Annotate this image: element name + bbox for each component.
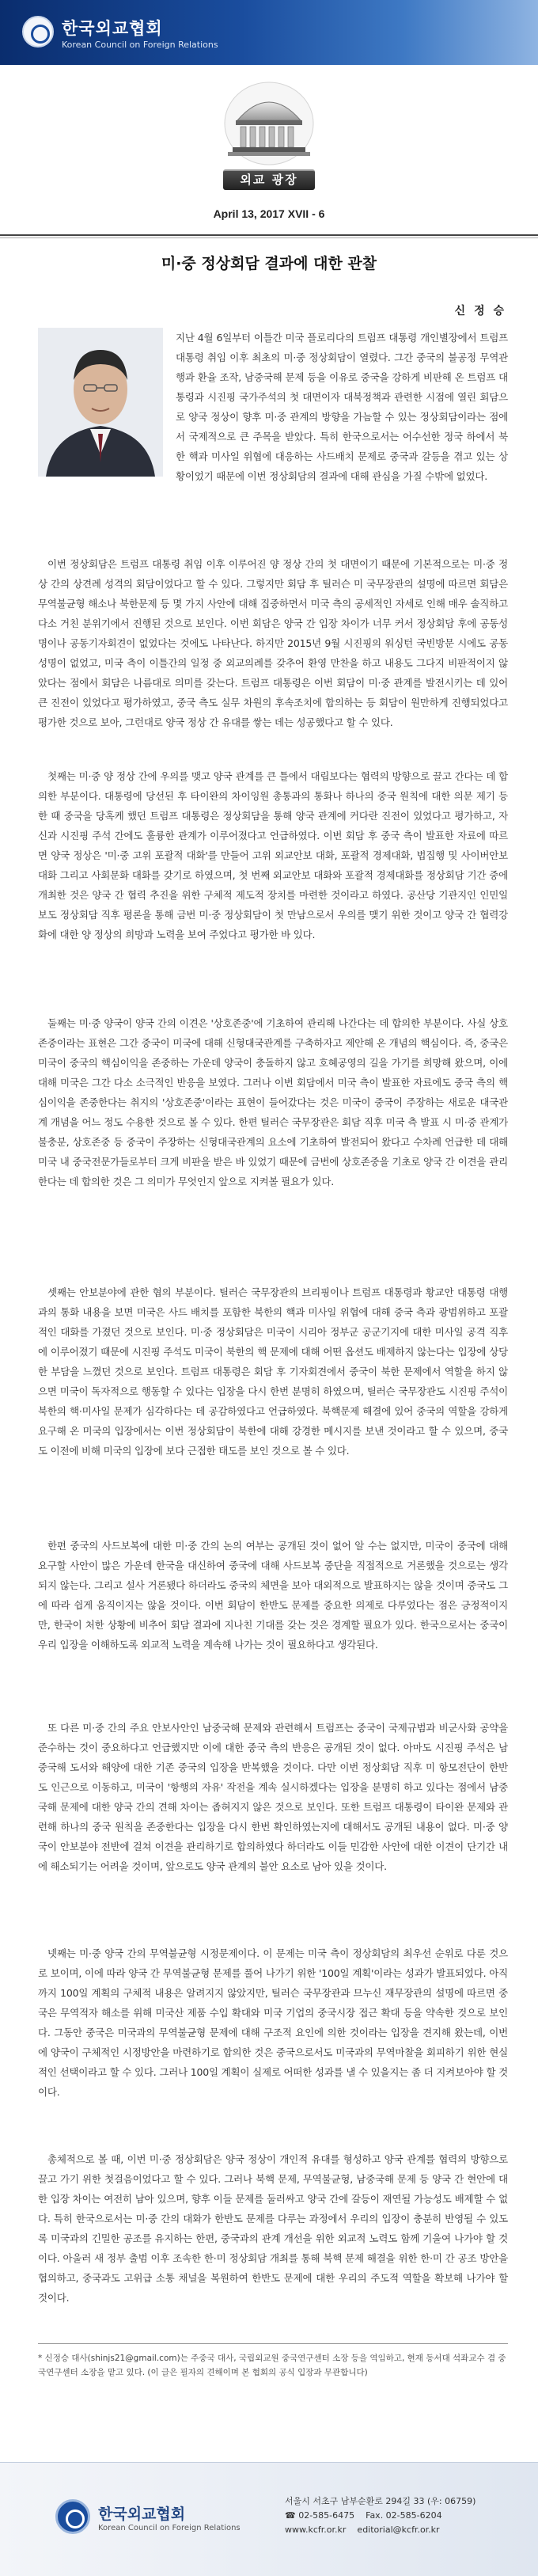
- org-name-en: Korean Council on Foreign Relations: [62, 40, 218, 50]
- article-paragraph: 셋째는 안보분야에 관한 협의 부분이다. 틸러슨 국무장관의 브리핑이나 트럼프 대통령과 황교안 대통령 대행과의 통화 내용을 보면 미국은 사드 배치를 포함한 북한의 핵과 미사일 위협에 대해 중국 측과 광범위하고 포괄적인 대화를 가졌던 것으로 보인다. 미·중 정상회담은 미국이 시리아 정부군 공군기지에 대한 미사일 공격 직후에 이루어졌기 때문에 시진핑 주석도 미국이 북한의 핵 문제에 대해 어떤 옵션도 배제하지 않는다는 입장에 상당한 부담을 느꼈던 것으로 보인다. 트럼프 대통령은 회담 후 기자회견에서 중국이 북한 문제에서 역할을 하지 않으면 미국이 독자적으로 행동할 수 있다는 입장을 다시 한번 분명히 하였으며, 틸러슨 국무장관도 시진핑 주석이 북한의 핵·미사일 문제가 심각하다는 데 공감하였다고 언급하였다. 북핵문제 해결에 있어 중국의 역할을 강하게 요구해 온 미국의 입장에서는 이번 정상회담이 북한에 대해 강경한 메시지를 보낸 것이라고 할 수 있으며, 중국도 이전에 비해 미국의 입장에 보다 근접한 태도를 보인 것으로 볼 수 있다.: [38, 1286, 508, 1457]
- page-header: [0, 0, 538, 65]
- article-paragraph: 첫째는 미·중 양 정상 간에 우의를 맺고 양국 관계를 큰 틀에서 대립보다는 협력의 방향으로 끌고 간다는 데 합의한 부분이다. 대통령에 당선된 후 타이완의 차이잉원 총통과의 통화나 하나의 중국 원칙에 대한 의문 제기 등 한 때 중국을 당혹케 했던 트럼프 대통령은 정상회담을 통해 양국 관계에 커다란 진전이 있었다고 평가하고, 자신과 시진핑 주석 간에도 훌륭한 관계가 이루어졌다고 언급하였다. 이번 회담 후 중국 측이 발표한 자료에 따르면 양국 정상은 '미·중 고위 포괄적 대화'를 만들어 고위 외교안보 대화, 포괄적 경제대화, 법집행 및 사이버안보 대화 그리고 사회문화 대화를 갖기로 하였으며, 첫 번째 외교안보 대화와 포괄적 경제대화를 정상회담 기간 중에 개최한 것은 양국 간 협력 추진을 위한 구체적 제도적 장치를 마련한 것이라고 하였다. 공산당 기관지인 인민일보도 정상회담 직후 평론을 통해 금번 미·중 정상회담이 첫 만남으로서 우의를 맺기 위한 것이고 양국 간 협력강화에 대한 양 정상의 희망과 노력을 보여 주었다고 평가한 바 있다.: [38, 770, 508, 940]
- footer-tel: ☎ 02-585-6475: [285, 2510, 355, 2521]
- org-name: 한국외교협회: [62, 19, 163, 38]
- issue-date: April 13, 2017 XVII - 6: [213, 207, 325, 220]
- footer-fax: Fax. 02-585-6204: [366, 2510, 442, 2521]
- article-paragraph: 이번 정상회담은 트럼프 대통령 취임 이후 이루어진 양 정상 간의 첫 대면이기 때문에 기본적으로는 미·중 정상 간의 상견례 성격의 회담이었다고 할 수 있다. 그렇지만 회담 후 틸러슨 미 국무장관의 설명에 따르면 회담은 무역불균형 해소나 북한문제 등 몇 가지 사안에 대해 집중하면서 미국 측의 공세적인 자세로 인해 매우 솔직하고 다소 거친 분위기에서 진행된 것으로 보인다. 이번 회담은 양국 간 입장 차이가 너무 커서 정상회담 후에 공동성명이나 공동기자회견이 없었다는 것에도 나타난다. 하지만 2015년 9월 시진핑의 워싱턴 국빈방문 시에도 공동성명이 없었고, 미국 측이 이틀간의 일정 중 외교의례를 갖추어 환영 만찬을 하고 내용도 그다지 비판적이지 않았다는 점에서 회담은 나름대로 의미를 갖는다. 트럼프 대통령은 이번 회담이 미·중 관계를 발전시키는 데 있어 큰 진전이 있었다고 평가하였고, 중국 측도 실무 차원의 후속조치에 합의하는 등 회담이 원만하게 진행되었다고 평가한 것으로 보아, 그런대로 양국 정상 간 유대를 쌓는 데는 성공했다고 할 수 있다.: [38, 558, 508, 728]
- kcfr-footer-logo-icon: [55, 2499, 90, 2534]
- title-divider-thin: [0, 237, 538, 238]
- author-photo: [38, 328, 163, 477]
- footer-org-name: 한국외교협회: [98, 2506, 186, 2523]
- article-paragraph: 총체적으로 볼 때, 이번 미·중 정상회담은 양국 정상이 개인적 유대를 형성하고 양국 관계를 협력의 방향으로 끌고 가기 위한 첫걸음이었다고 할 수 있다. 그러나 북핵 문제, 무역불균형, 남중국해 문제 등 양국 간 현안에 대한 입장 차이는 여전히 남아 있으며, 향후 이들 문제를 둘러싸고 양국 간에 갈등이 재연될 가능성도 배제할 수 없다. 특히 한국으로서는 미·중 간의 대화가 한반도 문제를 다루는 과정에서 우리의 입장이 충분히 반영될 수 있도록 미국과의 긴밀한 공조를 유지하는 한편, 중국과의 관계 개선을 위한 외교적 노력도 함께 기울여 나가야 할 것이다. 아울러 새 정부 출범 이후 조속한 한·미 정상회담 개최를 통해 북핵 문제 해결을 위한 한·미 간 공조 방안을 협의하고, 중국과도 고위급 소통 채널을 복원하여 한반도 문제에 대한 우리의 주도적 역할을 확보해 나가야 할 것이다.: [38, 2153, 508, 2304]
- series-title: 외교 광장: [240, 173, 298, 187]
- footer-website-link[interactable]: www.kcfr.or.kr: [285, 2525, 347, 2535]
- article-paragraph: 둘째는 미·중 양국이 양국 간의 이견은 '상호존중'에 기초하여 관리해 나간다는 데 합의한 부분이다. 사실 상호존중이라는 표현은 그간 중국이 미국에 대해 신형대국관계를 구축하자고 제안해 온 개념의 핵심이다. 즉, 중국은 미국이 중국의 핵심이익을 존중하는 가운데 양국이 충돌하지 않고 호혜공영의 길을 가기를 희망해 왔으며, 이에 대해 미국은 그간 다소 소극적인 반응을 보였다. 그러나 이번 회담에서 미국 측이 발표한 자료에도 중국 측의 핵심이익을 존중한다는 취지의 '상호존중'이라는 표현이 들어갔다는 것은 미국이 중국이 주장하는 새로운 대국관계 개념을 어느 정도 수용한 것으로 볼 수 있다. 한편 틸러슨 국무장관은 회담 직후 미국 측 발표 시 미·중 관계가 불충분, 상호존중 등 중국이 주장하는 신형대국관계의 요소에 기초하여 발전되어 왔다고 수차례 언급한 데 대해 미국 내 중국전문가들로부터 크게 비판을 받은 바 있었기 때문에 금번에 상호존중을 기초로 양국 간 이견을 관리한다는 데 합의한 것은 그 의미가 무엇인지 앞으로 지켜볼 필요가 있다.: [38, 1017, 508, 1187]
- author-footnote: * 신정승 대사(shinjs21@gmail.com)는 주중국 대사, 국립외교원 중국연구센터 소장 등을 역임하고, 현재 동서대 석좌교수 겸 중국연구센터 소장을 맡고 있다. (이 글은 필자의 견해이며 본 협회의 공식 입장과 무관합니다): [38, 2354, 506, 2377]
- footer-email-link[interactable]: editorial@kcfr.or.kr: [357, 2525, 440, 2535]
- footnote-divider: [38, 2343, 508, 2344]
- page-footer: [0, 2462, 538, 2576]
- footer-org-name-en: Korean Council on Foreign Relations: [98, 2524, 241, 2532]
- kcfr-logo-icon: [22, 16, 54, 47]
- article-paragraph: 지난 4월 6일부터 이틀간 미국 플로리다의 트럼프 대통령 개인별장에서 트럼프 대통령 취임 이후 최초의 미·중 정상회담이 열렸다. 그간 중국의 불공정 무역관행과 환율 조작, 남중국해 문제 등을 이유로 중국을 강하게 비판해 온 트럼프 대통령과 시진핑 국가주석의 첫 대면이자 대북정책과 관련한 시점에 열린 회담으로 양국 정상이 향후 미·중 관계의 방향을 가늠할 수 있는 정상회담이라는 점에서 국제적으로 큰 주목을 받았다. 특히 한국으로서는 어수선한 정국 하에서 북한 핵과 미사일 위협에 대응하는 사드배치 문제로 중국과 갈등을 겪고 있는 상황이었기 때문에 이번 정상회담의 결과에 대해 관심을 가질 수밖에 없었다.: [176, 332, 508, 482]
- article-paragraph: 또 다른 미·중 간의 주요 안보사안인 남중국해 문제와 관련해서 트럼프는 중국이 국제규범과 비군사화 공약을 준수하는 것이 중요하다고 언급했지만 이에 대한 중국 측의 반응은 공개된 것이 없다. 아마도 시진핑 주석은 남중국해 도서와 해양에 대한 기존 중국의 입장을 반복했을 것이다. 다만 이번 정상회담 직후 미 항모전단이 한반도 인근으로 이동하고, 미국이 '항행의 자유' 작전을 계속 실시하겠다는 입장을 분명히 하고 있다는 점에서 남중국해 문제에 대한 양국 간의 견해 차이는 좁혀지지 않은 것으로 보인다. 또한 트럼프 대통령이 타이완 문제와 관련해 하나의 중국 원칙을 존중한다는 입장을 다시 한번 확인하였는지에 대해서도 공개된 내용이 없다. 미·중 양국이 안보분야 전반에 걸쳐 이견을 관리하기로 합의하였다 하더라도 이들 민감한 사안에 대한 이견이 단기간 내에 해소되기는 어려울 것이며, 앞으로도 양국 관계의 불안 요소로 남아 있을 것이다.: [38, 1722, 508, 1872]
- article-paragraph: 한편 중국의 사드보복에 대한 미·중 간의 논의 여부는 공개된 것이 없어 알 수는 없지만, 미국이 중국에 대해 요구할 사안이 많은 가운데 한국을 대신하여 중국에 대해 사드보복 중단을 직접적으로 거론했을 것으로는 생각되지 않는다. 그리고 설사 거론됐다 하더라도 중국의 체면을 보아 대외적으로 발표하지는 않을 것이며 중국도 그에 따라 쉽게 움직이지는 않을 것이다. 이번 회담이 한반도 문제를 중요한 의제로 다루었다는 점은 긍정적이지만, 한국이 처한 상황에 비추어 회담 결과에 지나친 기대를 갖는 것은 경계할 필요가 있다. 한국으로서는 중국이 우리 입장을 이해하도록 외교적 노력을 계속해 나가는 것이 필요하다고 생각된다.: [38, 1540, 508, 1651]
- article-title: 미·중 정상회담 결과에 대한 관찰: [161, 255, 377, 272]
- article-author: 신 정 승: [454, 305, 506, 317]
- article-paragraph: 넷째는 미·중 양국 간의 무역불균형 시정문제이다. 이 문제는 미국 측이 정상회담의 최우선 순위로 다룬 것으로 보이며, 이에 따라 양국 간 무역불균형 문제를 풀어 나가기 위한 '100일 계획'이라는 성과가 발표되었다. 아직까지 100일 계획의 구체적 내용은 알려지지 않았지만, 틸러슨 국무장관과 므누신 재무장관의 설명에 따르면 중국은 무역적자 해소를 위해 미국산 제품 수입 확대와 미국 기업의 중국시장 접근 확대 등을 약속한 것으로 보인다. 그동안 중국은 미국과의 무역불균형 문제에 대해 구조적 요인에 의한 것이라는 입장을 견지해 왔는데, 이번에 양국이 구체적인 시정방안을 마련하기로 합의한 것은 중국으로서도 미국과의 무역마찰을 회피하기 위한 현실적인 선택이라고 할 수 있다. 그러나 100일 계획이 실제로 어떠한 성과를 낼 수 있을지는 좀 더 지켜보아야 할 것이다.: [38, 1947, 508, 2098]
- footer-address: 서울시 서초구 남부순환로 294길 33 (우: 06759): [285, 2496, 476, 2506]
- title-divider: [0, 234, 538, 236]
- footer-contact: [285, 2494, 514, 2537]
- building-emblem-icon: [222, 79, 316, 166]
